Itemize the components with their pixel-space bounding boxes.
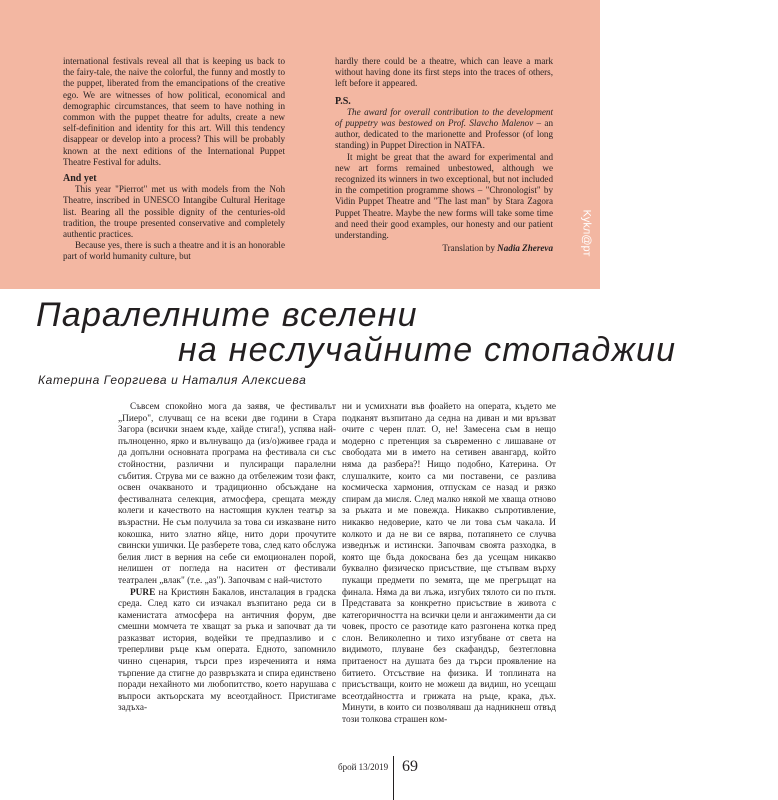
bulgarian-left-column xyxy=(118,402,336,715)
bulgarian-right-column xyxy=(342,402,556,727)
ps-heading: P.S. xyxy=(335,95,351,107)
ps-award-rest: – an author, dedicated to the marionette and Professor (of long standing) in Puppet Direction in NATFA. xyxy=(335,118,553,151)
side-tab-label: Kykл@рт xyxy=(580,209,592,257)
english-left-intro: international festivals reveal all that is keeping us back to the fairy-tale, the naive the colorful, the funny and mostly to the puppet, liberated from the emancipations of the creative ego. We are witnesses of how political, economical and demographic circumstances, that seem to have nothing in common with the puppet theatre for adults, create a new self-definition and identity for this art. Will this tendency disappear or develop into a process? This will be probably known at the next editions of the International Puppet Theatre Festival for adults. xyxy=(63,56,285,167)
english-left-column xyxy=(63,56,285,263)
page-number: 69 xyxy=(402,758,418,775)
bulgarian-left-paragraph-2 xyxy=(118,588,336,716)
issue-number: брой 13/2019 xyxy=(338,762,389,772)
bulgarian-left-paragraph-1: Съвсем спокойно мога да заявя, че фестивалът „Пиеро", случващ се на всеки две години в Стара Загора (всички знаем къде, хайде стига!), успява най-пълноценно, ярко и вълнуващо да (из/о)живее града и да допълни основната програма на фестивала си със стойностни, различни и пулсиращи паралелни събития. Струва ми се важно да отбележим този факт, освен очакваното и традиционно обсъждане на фестивалната селекция, атмосфера, срещата между колеги и качеството на настоящия куклен театър за възрастни. Не съм получила за това си изказване нито кокошка, нито златно яйце, нито дори прочутите свински ушички. Це разберете това, след като обслужа белия лист в верния на себе си емоционален порой, нелишен от погледа на наситен от фестивали театрален „влак" (т.е. „аз"). Започвам с най-чистото xyxy=(118,402,336,586)
bulgarian-right-paragraph-1: ни и усмихнати във фоайето на операта, където ме подканят възпитано да седна на диван и ми връзват очите с черен плат. О, не! Замесена съм в нещо модерно с претенция за съвременно с лишаване от свободата ми в името на сетивен авангард, който няма да разбера?! Нищо подобно, Катерина. От слушалките, които са ми поставени, се разлива космическа хармония, отпускам се назад и рязко спирам да мисля. След малко някой ме хваща отново за ръката и ме повежда. Никакво съпротивление, никакво недоверие, като че ли това съм чакала. И колкото и да не ви се вярва, потапянето се случва изведнъж и истински. Започвам своята разходка, в която ще бъда докосвана без да усещам никакво буквално физическо присъствие, ще стъпвам върху пукащи предмети по земята, ще ме прегръщат на финала. Няма да ви лъжа, изгубих тялото си по пътя. Представата за конкретно присъствие в живота с категоричността на всички цели и ангажименти да си човек, просто се разотиде като разгонена котка пред слон. Великолепно и тихо изгубване от света на видимото, плуване без скафандър, безтегловна притаеност на душата без да търси проявление на битието. Отсъствие на физика. И топлината на присъстващи, които не можеш да видиш, но усещаш всеотдайността и грижата на ръце, крака, дъх. Минути, в които си позволяваш да надникнеш отвъд този толкова страшен ком- xyxy=(342,402,556,726)
translation-credit xyxy=(335,243,553,254)
article-authors: Катерина Георгиева и Наталия Алексиева xyxy=(38,373,307,387)
article-title-line-2: на неслучайните стопаджии xyxy=(178,331,677,369)
english-right-column xyxy=(335,56,553,254)
and-yet-paragraph-2: Because yes, there is such a theatre and it is an honorable part of world humanity culture, but xyxy=(63,240,285,262)
footer-divider xyxy=(393,756,394,800)
english-right-intro: hardly there could be a theatre, which can leave a mark without having done its first steps into the traces of others, left before it appeared. xyxy=(335,56,553,89)
pure-bold: PURE xyxy=(130,587,156,598)
article-title-line-1: Паралелните вселени xyxy=(36,296,418,334)
credit-name: Nadia Zhereva xyxy=(497,243,553,254)
and-yet-heading: And yet xyxy=(63,173,97,185)
ps-paragraph-2: It might be great that the award for experimental and new art forms remained unbestowed, although we recognized its winners in two exceptional, but not included in the competition programme shows – "Chronologist" by Vidin Puppet Theatre and "The last man" by Stara Zagora Puppet Theatre. Maybe the new forms will take some time and need their good examples, our honesty and our patient understanding. xyxy=(335,151,553,241)
and-yet-paragraph-1: This year "Pierrot" met us with models from the Noh Theatre, inscribed in UNESCO Intangibe Cultural Heritage list. Bearing all the possible dignity of the centuries-old tradition, the troupe presented conservative and completely authentic practices. xyxy=(63,184,285,240)
credit-label: Translation by xyxy=(442,243,495,254)
section-side-tab xyxy=(576,192,596,274)
ps-award-italic: The award for overall contribution to the development of puppetry was bestowed on Prof. Slavcho Malenov xyxy=(335,106,553,129)
ps-award-paragraph xyxy=(335,107,553,152)
pure-rest: на Кристиян Бакалов, инсталация в градска среда. След като си изчакал възпитано реда си в каменистата атмосфера на античния форум, две смешни момчета те хващат за ръка и започват да ти разказват история, водейки те предпазливо и с треперливи ръце към операта. Едното, запомнило чинно сценария, търси през изреченията и няма търпение да стигне до развръзката и спира единствено поради нехайното ми любопитство, което нарушава с въпроси актьорската му всеотдайност. Пристигаме задъха- xyxy=(118,587,336,714)
